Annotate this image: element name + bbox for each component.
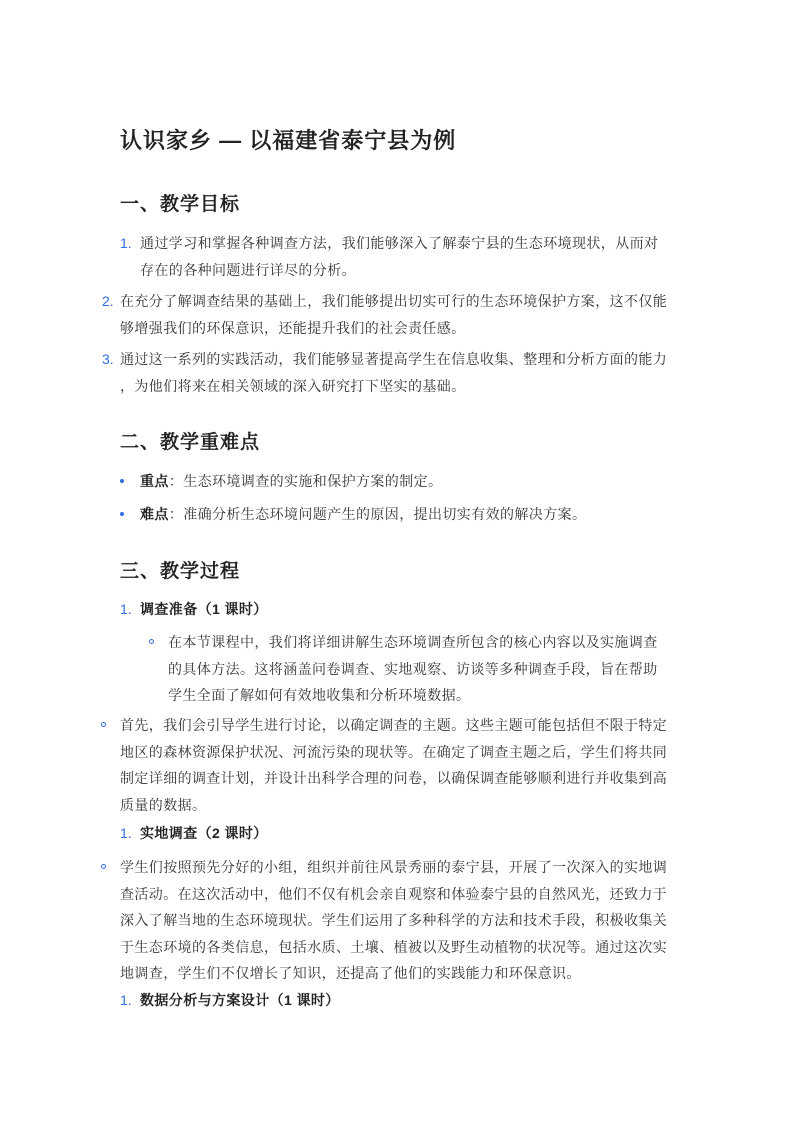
difficulty-item [140,501,586,528]
document-title: 认识家乡 — 以福建省泰宁县为例 [120,128,457,153]
goal-item: 通过学习和掌握各种调查方法，我们能够深入了解泰宁县的生态环境现状，从而对 存在的各种问题进行详尽的分析。 [140,235,659,278]
circle-bullet-icon [101,722,106,727]
list-number: 2. [102,293,114,309]
list-number: 1. [120,992,132,1008]
section-heading-process: 三、教学过程 [120,561,241,582]
key-point-label: 重点 [140,473,169,489]
list-number: 1. [120,601,132,617]
bullet-icon [120,479,124,483]
circle-bullet-icon [101,864,106,869]
step-paragraph: 学生们按照预先分好的小组，组织并前往风景秀丽的泰宁县，开展了一次深入的实地调 查活动。在这次活动中，他们不仅有机会亲自观察和体验泰宁县的自然风光，还致力于 深入了解当地的生态环境现状。学生们运用了多种科学的方法和技术手段，积极收集关 于生态环境的各类信息，包括水质、土壤、植被以及野生动植物的状况等。通过这次实 地调查，学生们不仅增长了知识，还提高了他们的实践能力和环保意识。 [120,859,668,981]
key-point-item [140,468,442,495]
step-title: 实地调查（2 课时） [140,825,268,841]
circle-bullet-icon [149,639,154,644]
section-heading-key-points: 二、教学重难点 [120,432,261,453]
step-paragraph: 在本节课程中，我们将详细讲解生态环境调查所包含的核心内容以及实施调查 的具体方法。这将涵盖问卷调查、实地观察、访谈等多种调查手段，旨在帮助 学生全面了解如何有效地收集和分析环境数据。 [168,634,658,703]
goal-item: 通过这一系列的实践活动，我们能够显著提高学生在信息收集、整理和分析方面的能力 ，为他们将来在相关领域的深入研究打下坚实的基础。 [120,351,668,394]
list-number: 1. [120,235,132,251]
key-point-text: ：生态环境调查的实施和保护方案的制定。 [168,473,443,489]
difficulty-text: ：准确分析生态环境问题产生的原因，提出切实有效的解决方案。 [168,506,587,522]
section-heading-goals: 一、教学目标 [120,194,241,215]
step-paragraph: 首先，我们会引导学生进行讨论，以确定调查的主题。这些主题可能包括但不限于特定 地区的森林资源保护状况、河流污染的现状等。在确定了调查主题之后，学生们将共同 制定详细的调查计划，并设计出科学合理的问卷，以确保调查能够顺利进行并收集到高 质量的数据。 [120,717,668,813]
bullet-icon [120,512,124,516]
step-title: 数据分析与方案设计（1 课时） [140,992,340,1008]
list-number: 3. [102,351,114,367]
goal-item: 在充分了解调查结果的基础上，我们能够提出切实可行的生态环境保护方案，这不仅能 够增强我们的环保意识，还能提升我们的社会责任感。 [120,293,668,336]
step-title: 调查准备（1 课时） [140,601,268,617]
difficulty-label: 难点 [140,506,169,522]
list-number: 1. [120,825,132,841]
